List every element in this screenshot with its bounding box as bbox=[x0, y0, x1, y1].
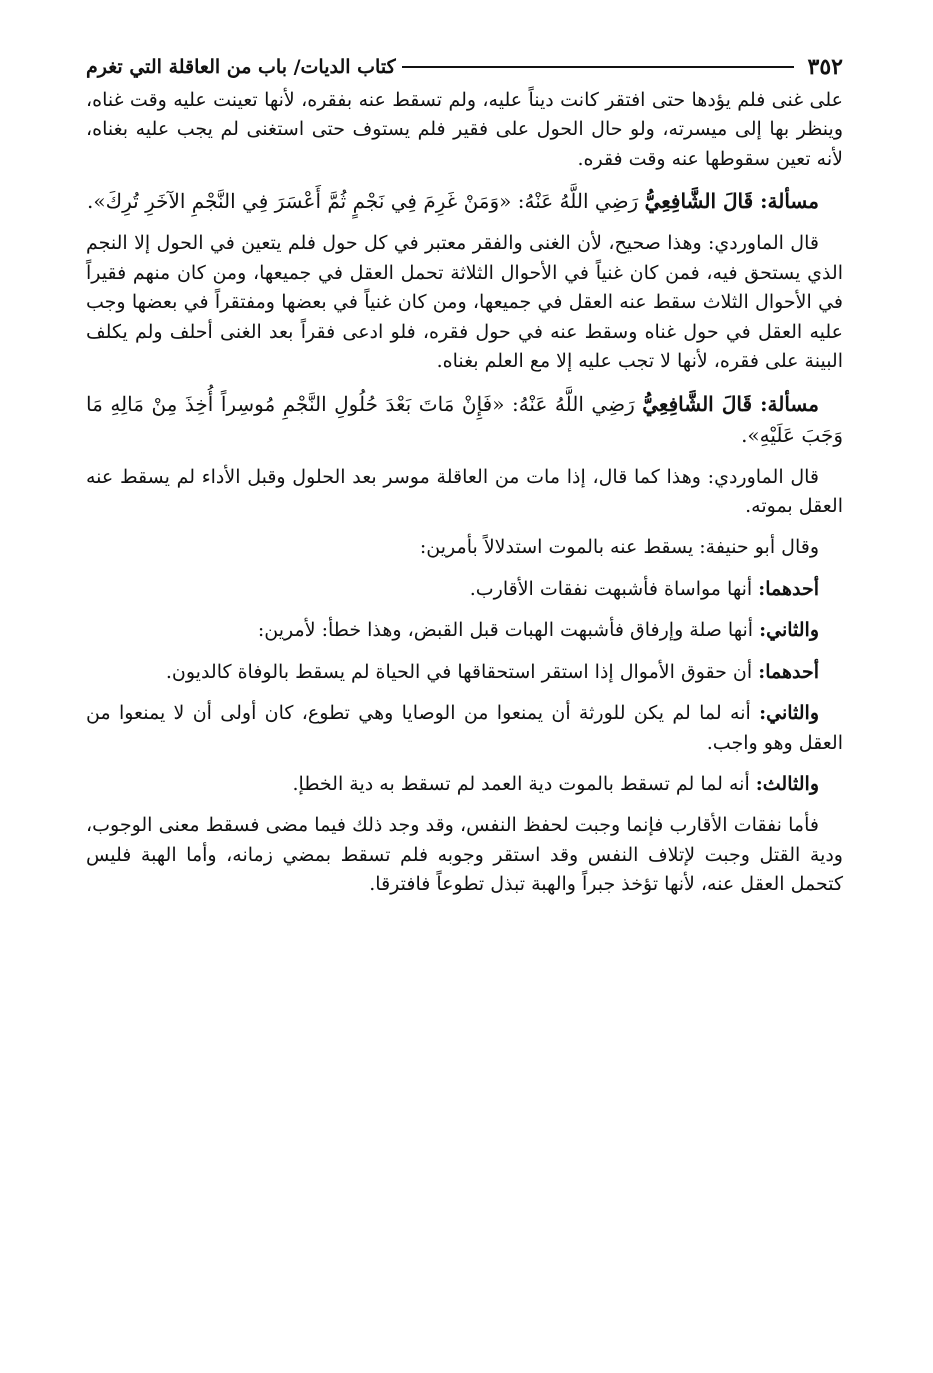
header-rule bbox=[402, 66, 794, 68]
paragraph bbox=[86, 770, 843, 799]
paragraph bbox=[86, 616, 843, 645]
paragraph-lead: أحدهما: bbox=[758, 660, 819, 683]
paragraph-text: أنه لما لم يكن للورثة أن يمنعوا من الوصايا وهي تطوع، كان أولى أن لا يمنعوا من العقل وهو واجب. bbox=[86, 702, 843, 754]
paragraph-text: فأما نفقات الأقارب فإنما وجبت لحفظ النفس، وقد وجد ذلك فيما مضى فسقط معنى الوجوب، ودية القتل وجبت لإتلاف النفس وقد استقر وجوبه فلم تسقط بمضي زمانه، وأما الهبة فليس كتحمل العقل عنه، لأنها تؤخذ جبراً والهبة تبذل تطوعاً فافترقا. bbox=[86, 814, 843, 896]
paragraph-lead: أحدهما: bbox=[758, 577, 819, 600]
paragraph bbox=[86, 533, 843, 562]
paragraph-lead: والثاني: bbox=[759, 702, 819, 725]
book-page bbox=[86, 48, 843, 1353]
paragraph-text: أن حقوق الأموال إذا استقر استحقاقها في الحياة لم يسقط بالوفاة كالديون. bbox=[165, 660, 759, 683]
paragraph-text: على غنى فلم يؤدها حتى افتقر كانت ديناً عليه، ولم تسقط عنه بفقره، لأنها تعينت عليه وقت غناه، وينظر بها إلى ميسرته، ولو حال الحول على فقير فلم يستوف حتى استغنى لم يجب عليه بغناه، لأنه تعين سقوطها عنه وقت فقره. bbox=[86, 89, 843, 170]
paragraph-text: أنها مواساة فأشبهت نفقات الأقارب. bbox=[469, 577, 759, 600]
paragraph bbox=[86, 575, 843, 604]
paragraph bbox=[86, 463, 843, 522]
page-body bbox=[86, 86, 843, 900]
masala-paragraph bbox=[86, 186, 843, 217]
paragraph-lead: مسألة: قَالَ الشَّافِعِيُّ bbox=[644, 189, 819, 214]
paragraph-text: رَضِي اللَّهُ عَنْهُ: «وَمَنْ غَرِمَ فِي نَجْمٍ ثُمَّ أَعْسَرَ فِي النَّجْمِ الآخَرِ تُرِكَ». bbox=[87, 189, 645, 214]
paragraph-text: أنه لما لم تسقط بالموت دية العمد لم تسقط به دية الخطإ. bbox=[292, 773, 756, 795]
masala-paragraph bbox=[86, 389, 843, 451]
page-header bbox=[86, 48, 843, 86]
paragraph-text: وقال أبو حنيفة: يسقط عنه بالموت استدلالاً بأمرين: bbox=[419, 536, 819, 559]
running-title: كتاب الديات/ باب من العاقلة التي تغرم bbox=[86, 56, 396, 78]
paragraph-lead: والثالث: bbox=[755, 773, 819, 795]
paragraph-lead: مسألة: قَالَ الشَّافِعِيُّ bbox=[642, 391, 819, 416]
paragraph-text: رَضِي اللَّهُ عَنْهُ: «فَإِنْ مَاتَ بَعْدَ حُلُولِ النَّجْمِ مُوسِراً أُخِذَ مِنْ مَالِهِ مَا وَجَبَ عَلَيْهِ». bbox=[86, 391, 843, 447]
paragraph-text: قال الماوردي: وهذا صحيح، لأن الغنى والفقر معتبر في كل حول فلم يتعين في الحول إلا النجم الذي يستحق فيه، فمن كان غنياً في الأحوال الثلاثة تحمل العقل في جميعها، ومن كان منهم فقيراً في الأحوال الثلاث سقط عنه العقل في جميعها، ومن كان غنياً في بعضها ومفتقراً في بعضها وجب عليه العقل في حول غناه وسقط عنه في حول فقره، فلو ادعى فقراً بعد الغنى أحلف ولم يكلف البينة على فقره، لأنها لا تجب عليه إلا مع العلم بغناه. bbox=[86, 232, 843, 373]
paragraph-text: قال الماوردي: وهذا كما قال، إذا مات من العاقلة موسر بعد الحلول وقبل الأداء لم يسقط عنه العقل بموته. bbox=[86, 465, 843, 517]
paragraph-lead: والثاني: bbox=[759, 619, 819, 642]
paragraph-text: أنها صلة وإرفاق فأشبهت الهبات قبل القبض، وهذا خطأ: لأمرين: bbox=[257, 619, 760, 642]
paragraph bbox=[86, 86, 843, 174]
paragraph bbox=[86, 811, 843, 899]
paragraph bbox=[86, 658, 843, 687]
paragraph bbox=[86, 699, 843, 758]
page-number: ٣٥٢ bbox=[807, 54, 843, 80]
paragraph bbox=[86, 229, 843, 376]
